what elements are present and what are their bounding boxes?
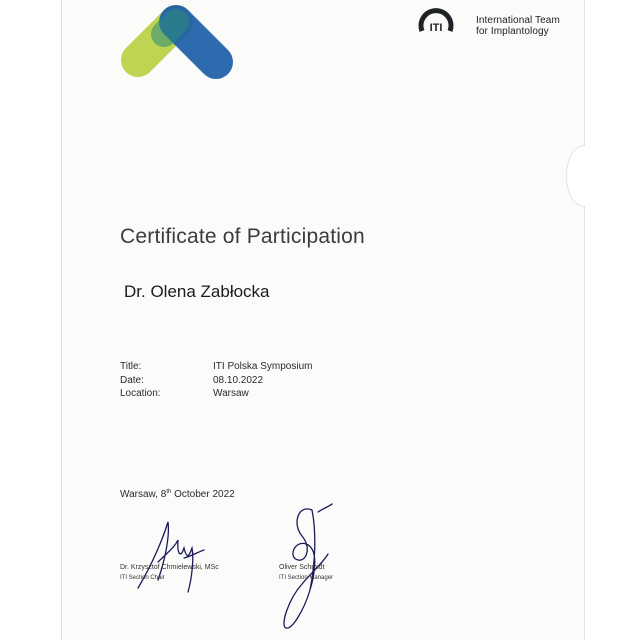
detail-row-title	[120, 361, 380, 375]
iti-logo	[418, 3, 588, 37]
signer-name: Dr. Krzysztof Chmielewski, MSc	[120, 564, 219, 571]
detail-row-date	[120, 375, 380, 389]
certificate-title: Certificate of Participation	[120, 225, 365, 248]
signer-role: ITI Section Manager	[279, 575, 334, 581]
logo-mark-text: ITI	[429, 22, 443, 34]
place-and-date	[120, 489, 235, 500]
detail-label: Title:	[120, 361, 142, 372]
iti-badge-icon	[418, 3, 454, 37]
place-date-ordinal: th	[166, 489, 172, 495]
event-details	[120, 361, 380, 402]
detail-label: Date:	[120, 374, 144, 386]
detail-row-location	[120, 388, 380, 402]
detail-label: Location:	[120, 388, 161, 399]
background-margin	[585, 0, 640, 640]
detail-value: 08.10.2022	[213, 374, 264, 386]
signature-chmielewski	[128, 508, 218, 598]
logo-wordmark	[476, 15, 560, 37]
logo-line-1: International Team	[476, 15, 560, 26]
signer-name: Oliver Schmidt	[279, 564, 325, 571]
signer-chmielewski	[120, 562, 219, 584]
recipient-name: Dr. Olena Zabłocka	[124, 282, 270, 301]
signer-role: ITI Section Chair	[120, 575, 165, 581]
arrow-logo-icon	[118, 0, 238, 170]
detail-value: ITI Polska Symposium	[213, 361, 313, 372]
logo-line-2: for Implantology	[476, 26, 549, 37]
place-date-main: Warsaw, 8	[120, 489, 167, 500]
signer-schmidt	[279, 562, 333, 584]
detail-value: Warsaw	[213, 388, 249, 399]
place-date-rest: October 2022	[171, 489, 235, 500]
